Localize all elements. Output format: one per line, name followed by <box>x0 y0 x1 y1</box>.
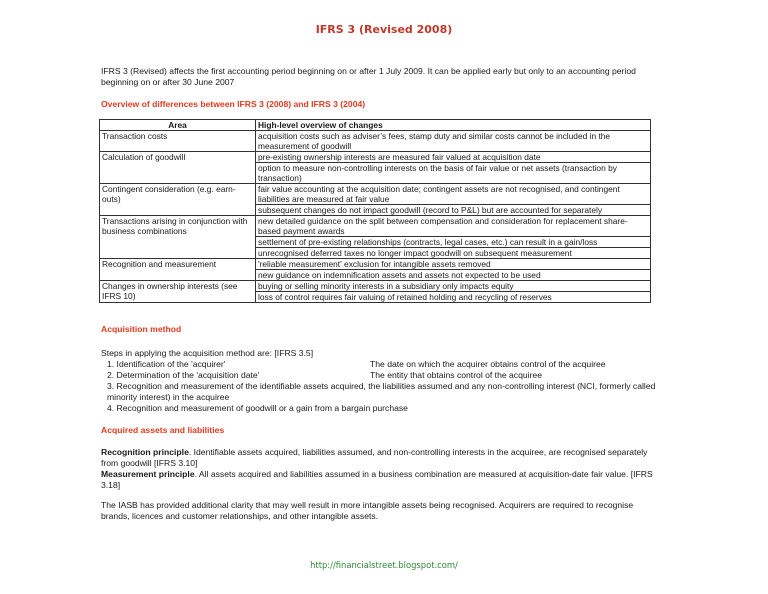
acquisition-method-heading: Acquisition method <box>101 324 182 334</box>
table-header-row <box>100 120 651 131</box>
table-row <box>100 184 651 205</box>
area-cell: Changes in ownership interests (see IFRS 10) <box>100 281 256 303</box>
change-cell: settlement of pre-existing relationships (contracts, legal cases, etc.) can result in a gain/loss <box>256 237 651 248</box>
differences-table <box>99 119 651 303</box>
change-cell: buying or selling minority interests in a subsidiary only impacts equity <box>256 281 651 292</box>
table-row <box>100 152 651 163</box>
table-row <box>100 216 651 237</box>
table-row <box>100 259 651 270</box>
recognition-text: . Identifiable assets acquired, liabilities assumed, and non-controlling interests in the acquiree, are recognised separately from goodwill [IFRS 3.10] <box>101 447 648 468</box>
acquired-assets-heading: Acquired assets and liabilities <box>101 425 225 435</box>
steps-intro: Steps in applying the acquisition method are: [IFRS 3.5] <box>101 348 314 358</box>
change-cell: option to measure non-controlling interests on the basis of fair value or net assets (transaction by transaction) <box>256 163 651 184</box>
change-cell: subsequent changes do not impact goodwill (record to P&L) but are accounted for separately <box>256 205 651 216</box>
page-title: IFRS 3 (Revised 2008) <box>315 23 453 36</box>
table-row <box>100 131 651 152</box>
change-cell: loss of control requires fair valuing of retained holding and recycling of reserves <box>256 292 651 303</box>
change-cell: new detailed guidance on the split between compensation and consideration for replacement share-based payment awards <box>256 216 651 237</box>
intro-paragraph: IFRS 3 (Revised) affects the first accounting period beginning on or after 1 July 2009. It can be applied early but only to an accounting period beginning on or after 30 June 2007 <box>101 66 636 87</box>
header-area: Area <box>100 120 256 131</box>
measurement-text: . All assets acquired and liabilities assumed in a business combination are measured at acquisition-date fair value. [IFRS 3.18] <box>101 469 653 490</box>
area-cell: Calculation of goodwill <box>100 152 256 184</box>
table-row <box>100 281 651 292</box>
change-cell: acquisition costs such as adviser’s fees, stamp duty and similar costs cannot be included in the measurement of goodwill <box>256 131 651 152</box>
change-cell: unrecognised deferred taxes no longer impact goodwill on subsequent measurement <box>256 248 651 259</box>
change-cell: new guidance on indemnification assets and assets not expected to be used <box>256 270 651 281</box>
area-cell: Transaction costs <box>100 131 256 152</box>
step-4: 4. Recognition and measurement of goodwill or a gain from a bargain purchase <box>107 403 408 413</box>
area-cell: Transactions arising in conjunction with business combinations <box>100 216 256 259</box>
measurement-principle <box>101 469 661 491</box>
step-row <box>101 370 661 381</box>
change-cell: pre-existing ownership interests are measured fair valued at acquisition date <box>256 152 651 163</box>
step-2: 2. Determination of the 'acquisition date' <box>107 370 260 380</box>
step-1-note: The date on which the acquirer obtains control of the acquiree <box>370 359 606 369</box>
recognition-principle <box>101 447 661 469</box>
area-cell: Contingent consideration (e.g. earn-outs) <box>100 184 256 216</box>
step-3: 3. Recognition and measurement of the identifiable assets acquired, the liabilities assumed and any non-controlling interest (NCI, formerly called minority interest) in the acquiree <box>107 381 656 402</box>
area-cell: Recognition and measurement <box>100 259 256 281</box>
principles <box>101 447 661 491</box>
step-2-note: The entity that obtains control of the acquiree <box>370 370 542 380</box>
header-changes: High-level overview of changes <box>256 120 651 131</box>
recognition-label: Recognition principle <box>101 447 189 457</box>
change-cell: 'reliable measurement' exclusion for intangible assets removed <box>256 259 651 270</box>
step-row <box>101 359 661 370</box>
iasb-paragraph: The IASB has provided additional clarity that may well result in more intangible assets being recognised. Acquirers are required to recognise brands, licences and customer relationships, and other intangible assets. <box>101 500 634 521</box>
change-cell: fair value accounting at the acquisition date; contingent assets are not recognised, and contingent liabilities are measured at fair value <box>256 184 651 205</box>
step-1: 1. Identification of the 'acquirer' <box>107 359 226 369</box>
acquisition-steps <box>101 348 661 414</box>
footer-link[interactable]: http://financialstreet.blogspot.com/ <box>310 560 458 570</box>
overview-heading: Overview of differences between IFRS 3 (2008) and IFRS 3 (2004) <box>101 99 366 109</box>
measurement-label: Measurement principle <box>101 469 195 479</box>
